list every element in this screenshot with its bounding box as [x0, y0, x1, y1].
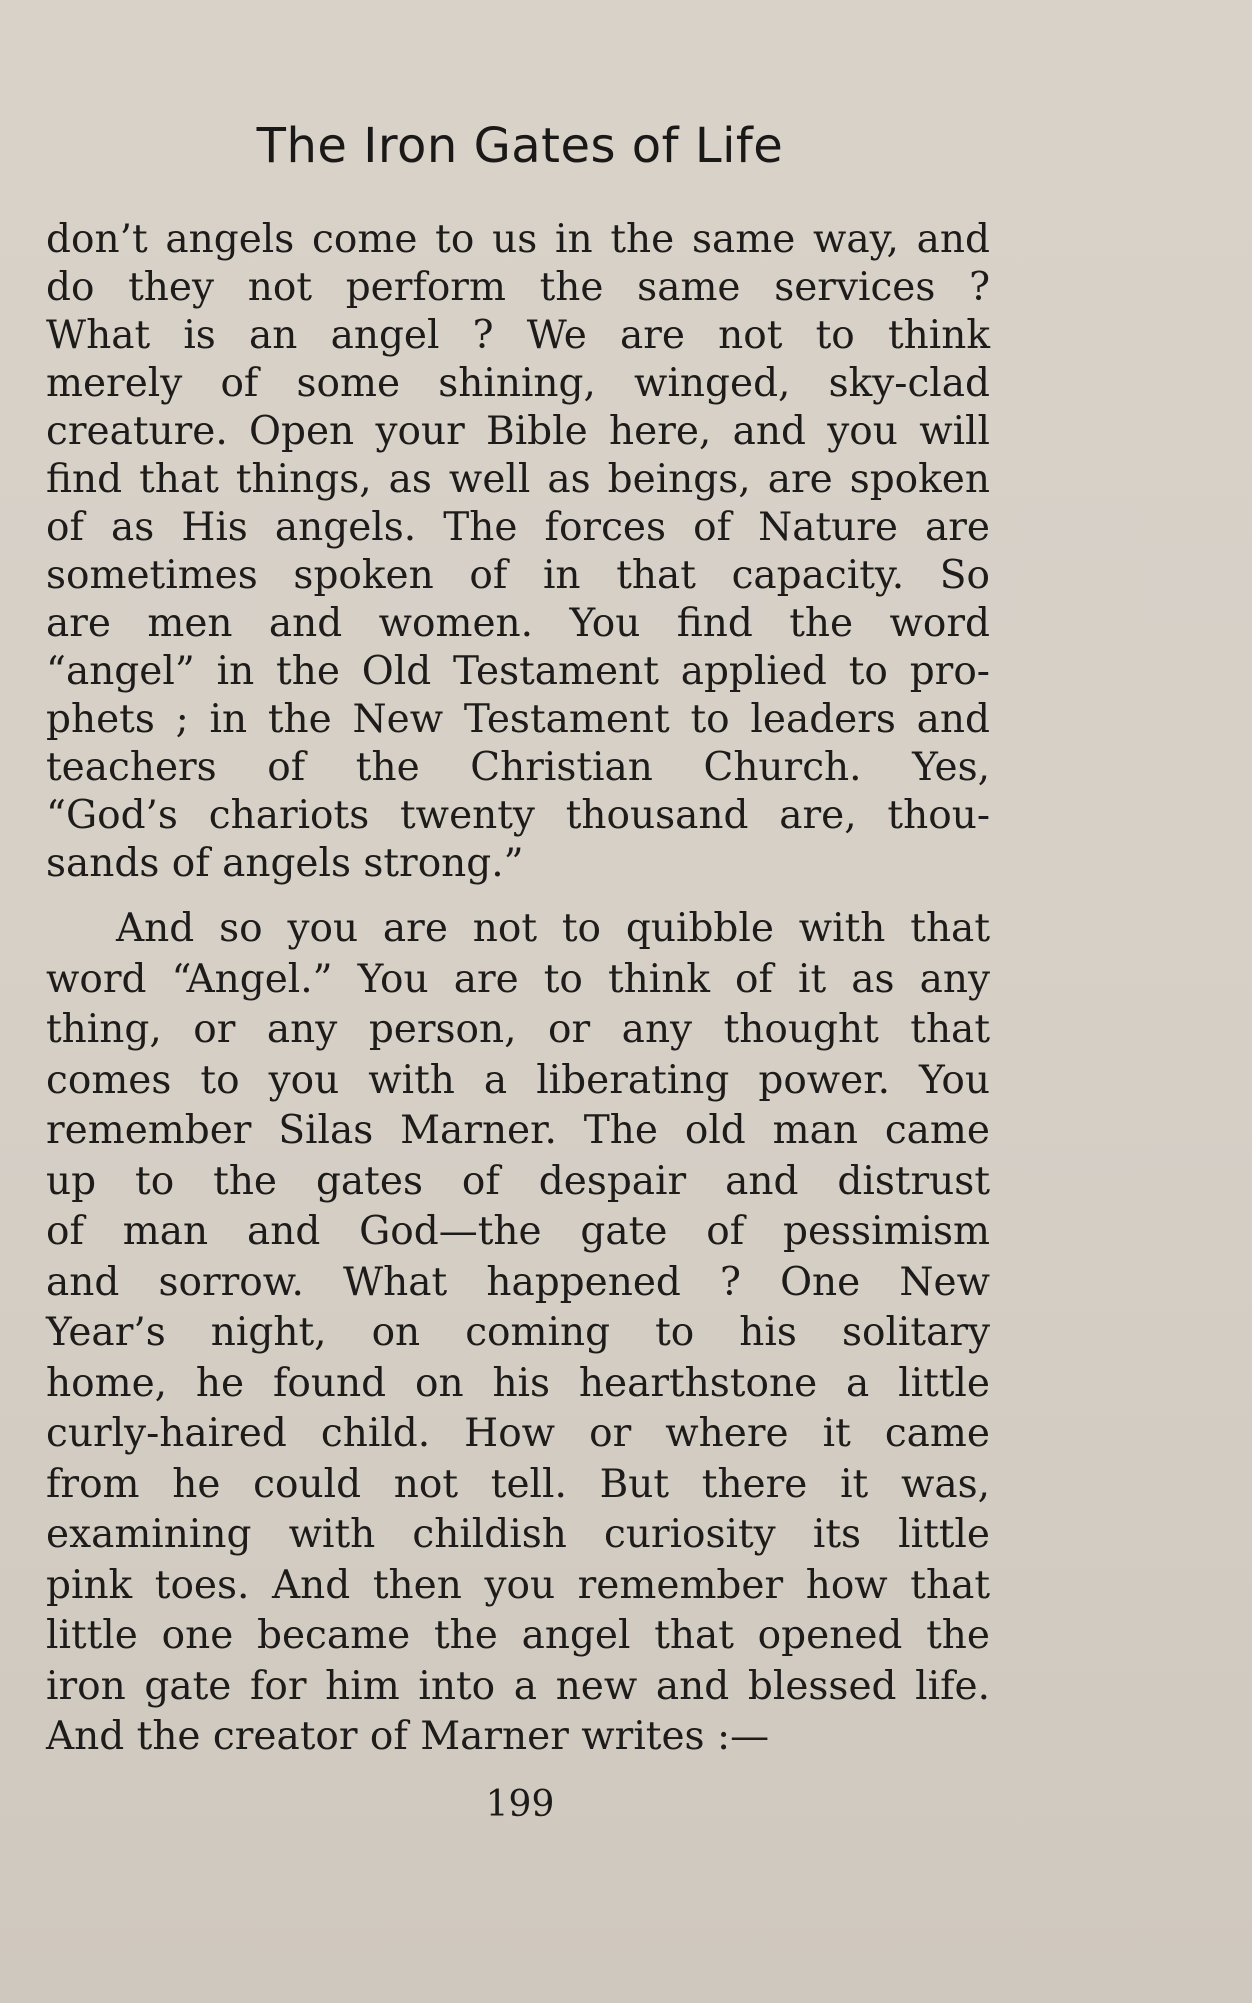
text-line: from he could not tell. But there it was,	[46, 1461, 990, 1507]
text-line: up to the gates of despair and distrust	[46, 1158, 990, 1204]
text-line: sometimes spoken of in that capacity. So	[46, 553, 990, 598]
running-header: The Iron Gates of Life	[256, 118, 784, 174]
paragraph-2	[46, 904, 990, 1763]
text-line: don’t angels come to us in the same way, and	[46, 217, 990, 262]
text-line: word “Angel.” You are to think of it as any	[46, 956, 990, 1002]
text-line: Year’s night, on coming to his solitary	[46, 1310, 990, 1355]
text-line: phets ; in the New Testament to leaders and	[46, 697, 990, 742]
text-line: do they not perform the same services ?	[46, 265, 990, 310]
text-line: find that things, as well as beings, are spoken	[46, 457, 990, 502]
text-line: curly-haired child. How or where it came	[46, 1411, 990, 1456]
text-line: home, he found on his hearthstone a little	[46, 1360, 990, 1406]
text-line: sands of angels strong.”	[46, 841, 524, 886]
text-line: pink toes. And then you remember how that	[46, 1562, 990, 1608]
text-line: thing, or any person, or any thought that	[46, 1007, 990, 1052]
text-line: comes to you with a liberating power. You	[46, 1057, 990, 1103]
text-line: And the creator of Marner writes :—	[46, 1714, 770, 1759]
text-line: And so you are not to quibble with that	[116, 906, 990, 951]
text-line: creature. Open your Bible here, and you will	[46, 409, 990, 454]
text-line: “angel” in the Old Testament applied to pro-	[46, 649, 990, 694]
text-line: are men and women. You find the word	[46, 601, 990, 646]
page-number: 199	[485, 1784, 555, 1825]
text-line: merely of some shining, winged, sky-clad	[46, 361, 990, 406]
text-line: remember Silas Marner. The old man came	[46, 1108, 990, 1153]
paragraph-1	[46, 216, 990, 888]
text-line: “God’s chariots twenty thousand are, thou-	[46, 793, 990, 838]
text-line: iron gate for him into a new and blessed life.	[46, 1663, 990, 1709]
text-line: little one became the angel that opened the	[46, 1613, 990, 1658]
text-line: teachers of the Christian Church. Yes,	[46, 745, 990, 790]
text-line: and sorrow. What happened ? One New	[46, 1259, 990, 1305]
text-line: examining with childish curiosity its little	[46, 1512, 990, 1557]
text-line: of as His angels. The forces of Nature are	[46, 505, 990, 550]
text-line: of man and God—the gate of pessimism	[46, 1209, 990, 1254]
text-line: What is an angel ? We are not to think	[46, 313, 990, 358]
